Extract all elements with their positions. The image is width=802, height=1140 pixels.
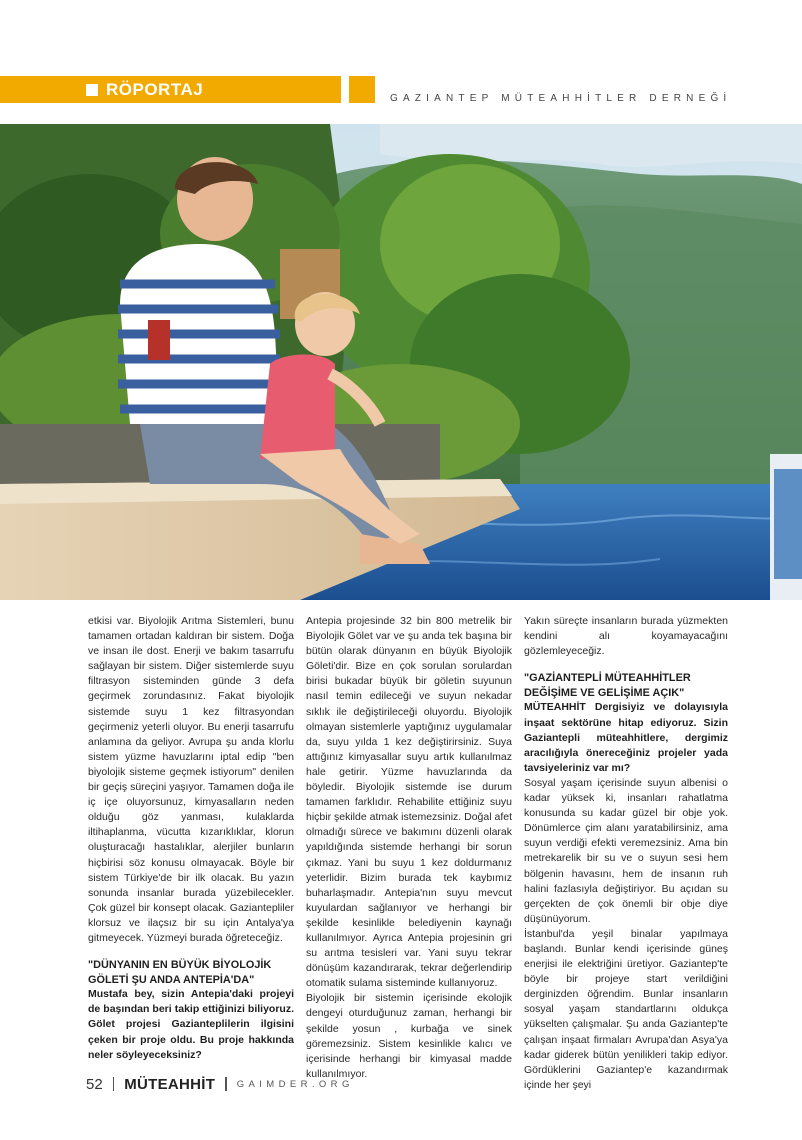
page-footer	[86, 1074, 354, 1094]
hero-photo	[0, 124, 802, 600]
paragraph: Antepia projesinde 32 bin 800 metrelik bir Biyolojik Gölet var ve şu anda tek başına bir bütün olarak dünyanın en büyük Biyolojik Göleti'dir. Bize en çok sorulan sorulardan birisi bukadar büyük bir göletin suyunun nasıl temin edileceği ve suyun nekadar sıklık ile değiştirileceği oluyordu. Biyolojik olmayan sistemlerle yaptığınız uygulamalar da, suyu yılda 1 kez değiştirirsiniz. Suya attığınız kimyasallar suyu artık kullanılmaz hale getirir. Yüzme havuzlarında da böyledir. Biyolojik sistemde ise durum tamamen farklıdır. Rehabilite ettiğiniz suyu hiçbir şekilde atmak istemezsiniz. Doğal afet olmadığı sürece ve bakımını düzenli olarak yapıldığında sistemde herhangi bir sorun çıkmaz. Yani bu suyu 1 kez doldurmanız yeterlidir. Bizim burada tek kaybımız buharlaşmadır. Antepia'nın suyu mevcut kuyulardan sağlanıyor ve herhangi bir şekilde kesinlikle belediyenin kaynağı kullanılmıyor. Ayrıca Antepia projesinin gri su arıtma tesisleri var. Yani suyu tekrar dönüşüm kazandırarak, tekrar değerlendirip otomatik sulama sisteminde kullanıyoruz.	[306, 615, 513, 990]
section-title: RÖPORTAJ	[106, 80, 204, 99]
article-column-1	[88, 614, 294, 1063]
paragraph: Biyolojik bir sistemin içerisinde ekolojik dengeyi oturduğunuz zaman, herhangi bir şekilde yosun , kurbağa ve sinek göremezsiniz. Sistem kesinlikle kalıcı ve içerisinde herhangi bir kimyasal madde kullanılmıyor.	[306, 992, 512, 1080]
section-heading: "GAZİANTEPLİ MÜTEAHHİTLER DEĞİŞİME VE GELİŞİME AÇIK"	[524, 672, 691, 699]
website-link[interactable]: GAIMDER.ORG	[236, 1078, 354, 1090]
organization-name: GAZIANTEP MÜTEAHHİTLER DERNEĞİ	[390, 93, 732, 104]
paragraph: Sosyal yaşam içerisinde suyun albenisi o kadar yüksek ki, insanları rahatlatma konusunda su kadar güzel bir obje yok. Dönümlerce çim alanı yaratabilirsiniz, ama suyun verdiği efekti veremezsiniz. Ama bin metrekarelik bir su ve o suyun sesi hem bölgenin havasını, hem de insanın ruh halini fazlasıyla değiştiriyor. Bu açıdan su gerçekten de çok önemli bir obje diye düşünüyorum.	[524, 776, 728, 925]
article-column-2	[306, 614, 512, 1082]
footer-divider	[225, 1077, 227, 1091]
section-square-icon	[86, 84, 98, 96]
section-heading: "DÜNYANIN EN BÜYÜK BİYOLOJİK GÖLETİ ŞU ANDA ANTEPİA'DA"	[88, 959, 272, 986]
paragraph: etkisi var. Biyolojik Arıtma Sistemleri, bunu tamamen ortadan kaldıran bir sistem. Doğa ve insan ile dost. Enerji ve bakım tasarrufu sağlayan bir sistem. Diğer sistemlerde suyu filtrasyon sisteminden günde 3 defa geçirmek zorundasınız. Fakat biyolojik sistemde suyu 1 kez filtrasyondan geçirmeniz yeterli oluyor. Bu enerji tasarrufu anlamına da geliyor. Avrupa şu anda klorlu sistem yüzme havuzlarını iptal edip "ben biyolojik sisteme geçmek istiyorum" denilen bir geçiş süreçini yaşıyor. Tamamen doğa ile iç içe oluyorsunuz, kimyasalların neden olduğu göz yanması, kulaklarda iltihaplanma, vücutta kızarıklıklar, klorun oluşturacağı hastalıklar, alerjiler bunların hiçbirisi söz konusu olmayacak. Böyle bir sistem Türkiye'de bir ilk olacak. Bu yazın sonunda insanlar burada yüzebilecekler. Çok güzel bir konsept olacak. Gaziantepliler klorsuz ve ilaçsız bir su için Antalya'ya gitmeyecek. Yüzmeyi burada öğreteceğiz.	[88, 615, 294, 944]
magazine-logo: MÜTEAHHİT	[124, 1075, 216, 1093]
paragraph: Yakın süreçte insanların burada yüzmekten kendini alı koyamayacağını gözlemleyeceğiz.	[524, 615, 728, 658]
paragraph: İstanbul'da yeşil binalar yapılmaya başlandı. Bunlar kendi içerisinde güneş enerjisi ile elektriğini üretiyor. Gaziantep'te böyle bir projeye start verildiğini derginizden öğrendim. Bunlar insanların sosyal yaşam standartlarını oldukça yükselten çalışmalar. Şu anda Gaziantep'te çalışan inşaat firmaları Avrupa'dan Asya'ya kadar giderek bütün yenilikleri takip ediyor. Gördüklerini Gaziantep'e kazandırmak içinde her şeyi	[524, 927, 728, 1091]
footer-divider	[113, 1077, 115, 1091]
interview-question: Mustafa bey, sizin Antepia'daki projeyi de başından beri takip ettiğinizi biliyoruz. Gölet projesi Gazianteplilerin ilgisini çeken bir proje oldu. Bu proje hakkında neler söyleyeceksiniz?	[88, 988, 294, 1061]
page-number: 52	[86, 1075, 103, 1093]
article-column-3	[524, 614, 728, 1093]
interview-question: MÜTEAHHİT Dergisiyiz ve dolayısıyla inşaat sektörüne hitap ediyoruz. Sizin Gaziantepli müteahhitlere, dergimiz aracılığıyla önereceğiniz projeler yada tavsiyeleriniz var mı?	[524, 701, 728, 774]
section-banner-accent	[349, 76, 375, 103]
